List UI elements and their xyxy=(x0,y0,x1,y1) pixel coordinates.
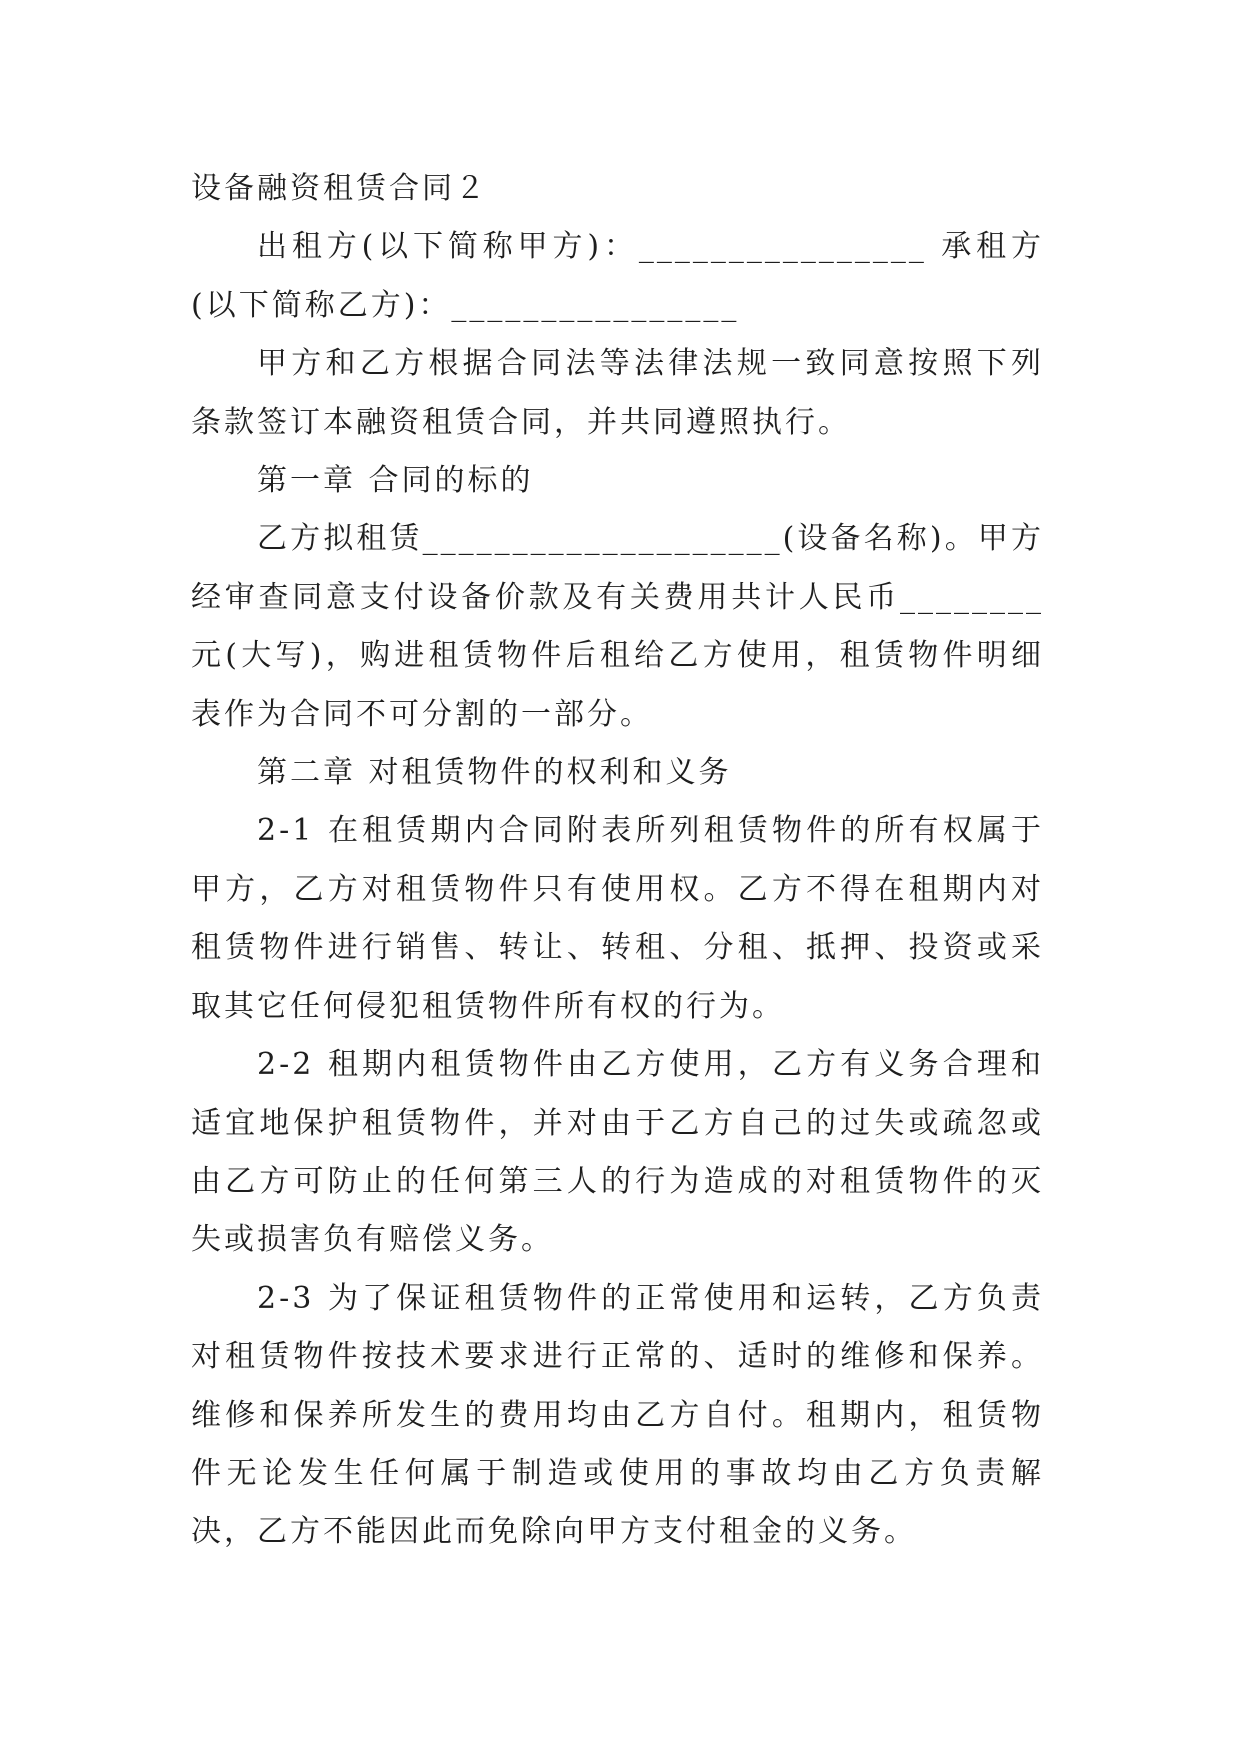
intro-paragraph: 甲方和乙方根据合同法等法律法规一致同意按照下列条款签订本融资租赁合同，并共同遵照执行。 xyxy=(191,346,1044,440)
clause-2-1: 2-1 在租赁期内合同附表所列租赁物件的所有权属于甲方，乙方对租赁物件只有使用权。乙方不得在租期内对租赁物件进行销售、转让、转租、分租、抵押、投资或采取其它任何侵犯租赁物件所有权的行为。 xyxy=(191,813,1044,1024)
clause-2-2: 2-2 租期内租赁物件由乙方使用，乙方有义务合理和适宜地保护租赁物件，并对由于乙方自己的过失或疏忽或由乙方可防止的任何第三人的行为造成的对租赁物件的灭失或损害负有赔偿义务。 xyxy=(191,1047,1044,1258)
document-body xyxy=(191,160,1044,1562)
document-title: 设备融资租赁合同２ xyxy=(191,171,488,206)
clause-2-3: 2-3 为了保证租赁物件的正常使用和运转，乙方负责对租赁物件按技术要求进行正常的、适时的维修和保养。维修和保养所发生的费用均由乙方自付。租期内，租赁物件无论发生任何属于制造或使用的事故均由乙方负责解决，乙方不能因此而免除向甲方支付租金的义务。 xyxy=(191,1280,1044,1550)
parties-paragraph: 出租方(以下简称甲方)：________________ 承租方(以下简称乙方)：________________ xyxy=(191,229,1044,323)
chapter-2-heading: 第二章 对租赁物件的权利和义务 xyxy=(257,755,732,791)
chapter-1-paragraph: 乙方拟租赁____________________(设备名称)。甲方经审查同意支付设备价款及有关费用共计人民币________元(大写)，购进租赁物件后租给乙方使用，租赁物件明细表作为合同不可分割的一部分。 xyxy=(191,521,1044,732)
chapter-1-heading: 第一章 合同的标的 xyxy=(257,463,534,499)
